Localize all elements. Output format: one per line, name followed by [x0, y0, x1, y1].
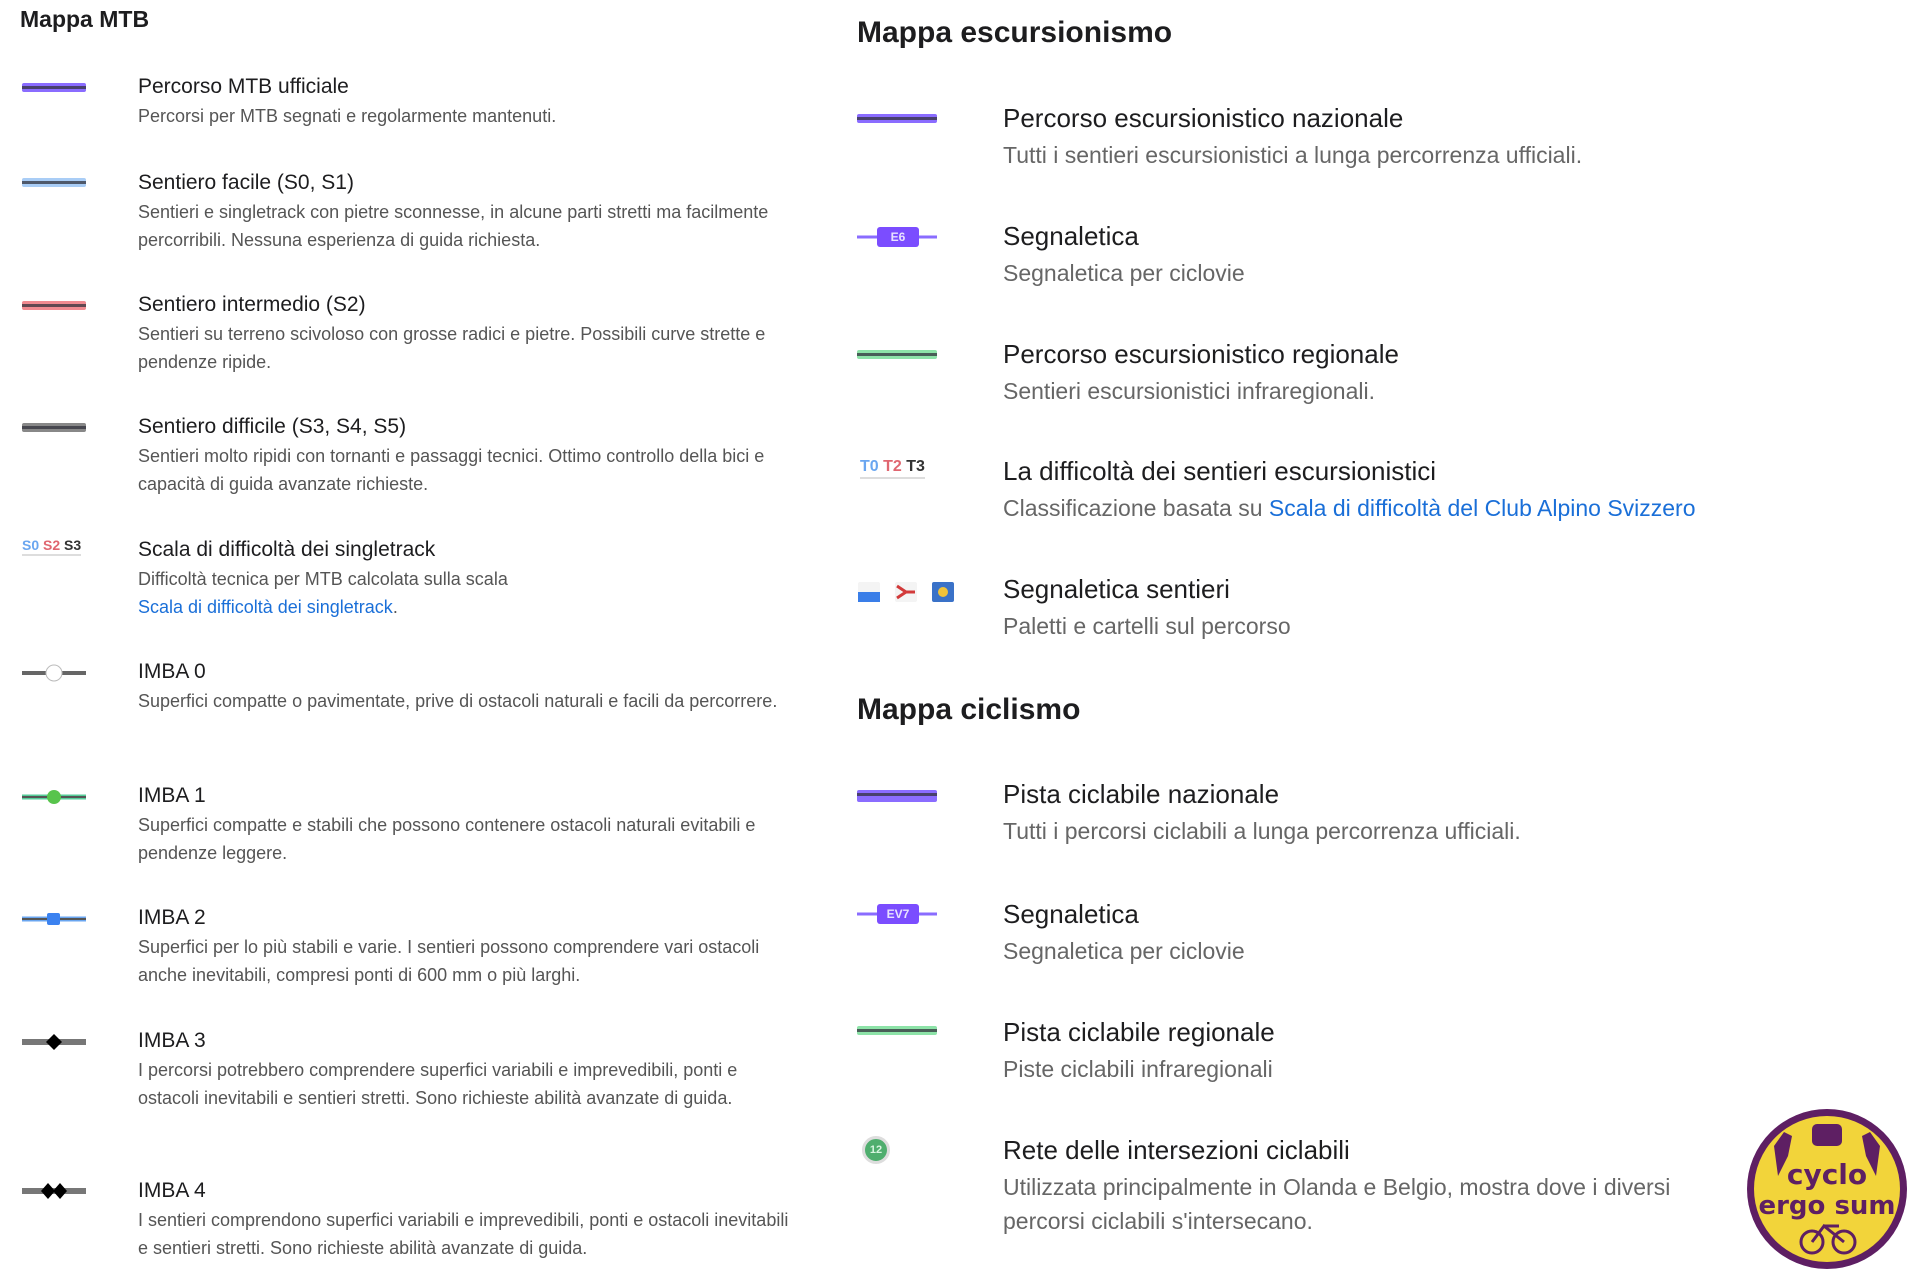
- item-desc: Difficoltà tecnica per MTB calcolata sulla scala: [138, 569, 508, 589]
- imba-4-icon: [20, 1180, 90, 1202]
- item-title: Segnaletica: [1003, 221, 1139, 251]
- singletrack-scale-icon: S0 S2 S3: [22, 537, 81, 556]
- purple-line-icon: [857, 790, 937, 802]
- legend-item: [1003, 1016, 1903, 1086]
- svg-text:ergo sum: ergo sum: [1758, 1191, 1896, 1221]
- item-title: Segnaletica sentieri: [1003, 574, 1230, 604]
- purple-line-icon: [857, 114, 937, 123]
- item-title: La difficoltà dei sentieri escursionistici: [1003, 456, 1437, 486]
- legend-item: [1003, 338, 1903, 408]
- green-line-icon: [857, 1026, 937, 1035]
- item-desc: Paletti e cartelli sul percorso: [1003, 613, 1291, 639]
- item-desc: Sentieri e singletrack con pietre sconnesse, in alcune parti stretti ma facilmente percorribili. Nessuna esperienza di guida richiesta.: [138, 202, 769, 250]
- legend-item: [1003, 1134, 1748, 1238]
- item-desc: Superfici compatte o pavimentate, prive di ostacoli naturali e facili da percorrere.: [138, 691, 778, 711]
- purple-line-icon: [22, 83, 86, 92]
- item-title: IMBA 0: [138, 660, 206, 683]
- legend-item: [1003, 778, 1903, 848]
- legend-item: [138, 1028, 788, 1112]
- item-desc: I percorsi potrebbero comprendere superfici variabili e imprevedibili, ponti e ostacoli inevitabili e sentieri stretti. Sono richieste abilità avanzate di guida.: [138, 1060, 738, 1108]
- legend-item: [1003, 455, 1913, 525]
- legend-item: [138, 783, 788, 867]
- item-title: IMBA 3: [138, 1029, 206, 1052]
- green-line-icon: [857, 350, 937, 359]
- legend-item: [138, 1178, 803, 1262]
- hiking-difficulty-icon: T0 T2 T3: [860, 458, 925, 479]
- legend-item: [138, 74, 798, 130]
- item-desc: Utilizzata principalmente in Olanda e Belgio, mostra dove i diversi percorsi ciclabili s'intersecano.: [1003, 1174, 1671, 1234]
- imba-2-icon: [20, 908, 90, 930]
- item-desc: Segnaletica per ciclovie: [1003, 260, 1245, 286]
- item-title: IMBA 4: [138, 1179, 206, 1202]
- gray-line-icon: [22, 423, 86, 432]
- item-title: Segnaletica: [1003, 899, 1139, 929]
- item-title: Pista ciclabile regionale: [1003, 1017, 1275, 1047]
- item-title: Percorso escursionistico nazionale: [1003, 103, 1404, 133]
- item-desc: Sentieri molto ripidi con tornanti e passaggi tecnici. Ottimo controllo della bici e capacità di guida avanzate richieste.: [138, 446, 765, 494]
- item-title: Percorso MTB ufficiale: [138, 75, 349, 98]
- link-suffix: .: [392, 597, 398, 617]
- svg-text:cyclo: cyclo: [1786, 1158, 1868, 1191]
- legend-item: [138, 170, 788, 254]
- signage-badge: EV7: [877, 904, 919, 924]
- mtb-section-title: Mappa MTB: [20, 6, 150, 32]
- blue-line-icon: [22, 178, 86, 187]
- item-title: IMBA 1: [138, 784, 206, 807]
- trail-signs-icon: [857, 580, 957, 604]
- legend-item: [138, 414, 788, 498]
- legend-item: [1003, 898, 1903, 968]
- item-desc: Tutti i percorsi ciclabili a lunga percorrenza ufficiali.: [1003, 818, 1521, 844]
- item-desc: Classificazione basata su: [1003, 495, 1263, 521]
- legend-item: [1003, 102, 1903, 172]
- red-line-icon: [22, 301, 86, 310]
- legend-item: [138, 905, 788, 989]
- item-desc: Superfici compatte e stabili che possono contenere ostacoli naturali evitabili e pendenze leggere.: [138, 815, 756, 863]
- item-title: Scala di difficoltà dei singletrack: [138, 538, 436, 561]
- item-title: Rete delle intersezioni ciclabili: [1003, 1135, 1350, 1165]
- item-desc: I sentieri comprendono superfici variabili e imprevedibili, ponti e ostacoli inevitabili e sentieri stretti. Sono richieste abilità avanzate di guida.: [138, 1210, 789, 1258]
- item-desc: Sentieri su terreno scivoloso con grosse radici e pietre. Possibili curve strette e pendenze ripide.: [138, 324, 766, 372]
- signage-badge: E6: [877, 227, 919, 247]
- item-title: Sentiero difficile (S3, S4, S5): [138, 415, 407, 438]
- item-title: Percorso escursionistico regionale: [1003, 339, 1399, 369]
- legend-item: [1003, 573, 1903, 643]
- legend-item: [1003, 220, 1903, 290]
- item-title: Sentiero facile (S0, S1): [138, 171, 354, 194]
- imba-3-icon: [20, 1031, 90, 1053]
- legend-item: [138, 659, 788, 715]
- sac-scale-link[interactable]: Scala di difficoltà del Club Alpino Svizzero: [1268, 495, 1696, 521]
- item-title: Sentiero intermedio (S2): [138, 293, 366, 316]
- item-desc: Tutti i sentieri escursionistici a lunga percorrenza ufficiali.: [1003, 142, 1583, 168]
- imba-1-icon: [20, 786, 90, 808]
- item-title: Pista ciclabile nazionale: [1003, 779, 1280, 809]
- hiking-section-title: Mappa escursionismo: [857, 16, 1173, 49]
- singletrack-scale-link[interactable]: Scala di difficoltà dei singletrack: [138, 597, 393, 617]
- item-title: IMBA 2: [138, 906, 206, 929]
- item-desc: Segnaletica per ciclovie: [1003, 938, 1245, 964]
- item-desc: Superfici per lo più stabili e varie. I sentieri possono comprendere vari ostacoli anche inevitabili, compresi ponti di 600 mm o più larghi.: [138, 937, 760, 985]
- item-desc: Percorsi per MTB segnati e regolarmente mantenuti.: [138, 106, 557, 126]
- junction-node-icon: 12: [862, 1136, 890, 1164]
- cyclo-ergo-sum-logo: [1744, 1106, 1910, 1272]
- legend-item: [138, 537, 788, 621]
- imba-0-icon: [20, 662, 90, 684]
- legend-item: [138, 292, 788, 376]
- item-desc: Sentieri escursionistici infraregionali.: [1003, 378, 1375, 404]
- item-desc: Piste ciclabili infraregionali: [1003, 1056, 1273, 1082]
- cycling-section-title: Mappa ciclismo: [857, 693, 1081, 726]
